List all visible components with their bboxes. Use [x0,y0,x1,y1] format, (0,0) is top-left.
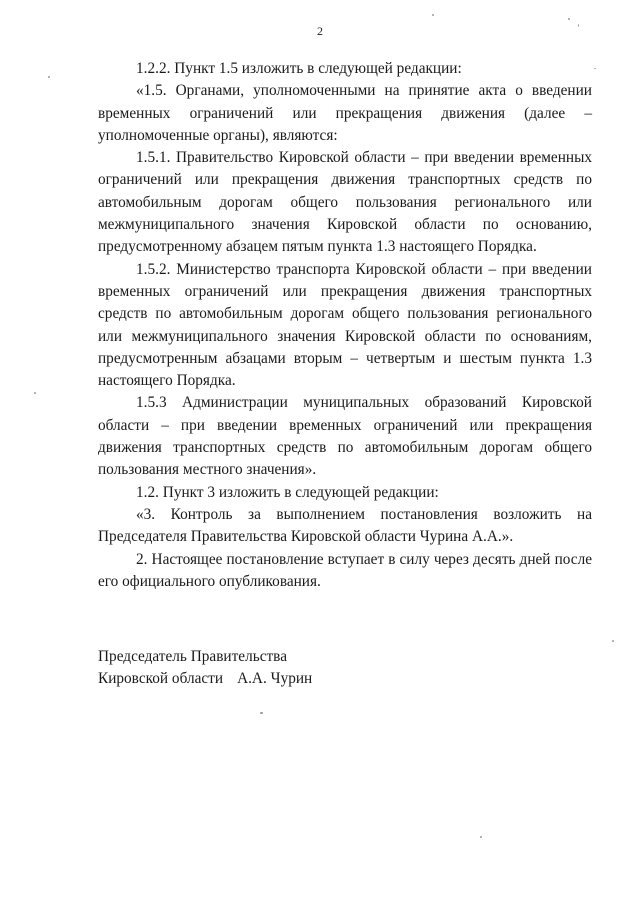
paragraph-2: 2. Настоящее постановление вступает в силу через десять дней после его официального опубликования. [98,550,592,590]
signature-region: Кировской области [98,670,224,687]
signature-name: А.А. Чурин [237,670,313,687]
paragraph-3: «3. Контроль за выполнением постановления возложить на Председателя Правительства Кировской области Чурина А.А.». [98,505,592,546]
scan-speck [34,392,36,394]
scan-speck [432,14,434,16]
paragraph-1-2: 1.2. Пункт 3 изложить в следующей редакции: [136,483,439,501]
paragraph-1-5: «1.5. Органами, уполномоченными на принятие акта о введении временных ограничений или прекращения движения (далее – уполномоченные органы), являются: [98,82,592,144]
paragraph-1-2-2: 1.2.2. Пункт 1.5 изложить в следующей редакции: [136,60,462,77]
scan-speck [578,24,579,27]
scan-speck [48,76,50,78]
scan-speck [568,18,570,20]
document-body [98,58,592,593]
scan-speck [480,836,482,838]
scan-speck [260,712,263,714]
signature-block [98,646,398,690]
signature-title-line1: Председатель Правительства [98,648,287,665]
paragraph-1-5-1: 1.5.1. Правительство Кировской области – при введении временных ограничений или прекращения движения транспортных средств по автомобильным дорогам общего пользования регионального или межмуниципального значения Кировской области по основанию, предусмотренному абзацем пятым пункта 1.3 настоящего Порядка. [98,149,592,256]
page-number: 2 [317,24,323,38]
paragraph-1-5-2: 1.5.2. Министерство транспорта Кировской области – при введении временных ограничений или прекращения движения транспортных средств по автомобильным дорогам общего пользования регионального или межмуниципального значения Кировской области по основаниям, предусмотренным абзацами вторым – четвертым и шестым пункта 1.3 настоящего Порядка. [98,260,592,390]
signature-title-line2 [98,668,398,690]
paragraph-1-5-3: 1.5.3 Администрации муниципальных образований Кировской области – при введении временных ограничений или прекращения движения транспортных средств по автомобильным дорогам общего пользования местного значения». [98,394,592,479]
scan-speck [594,68,596,69]
scan-speck [612,640,614,642]
